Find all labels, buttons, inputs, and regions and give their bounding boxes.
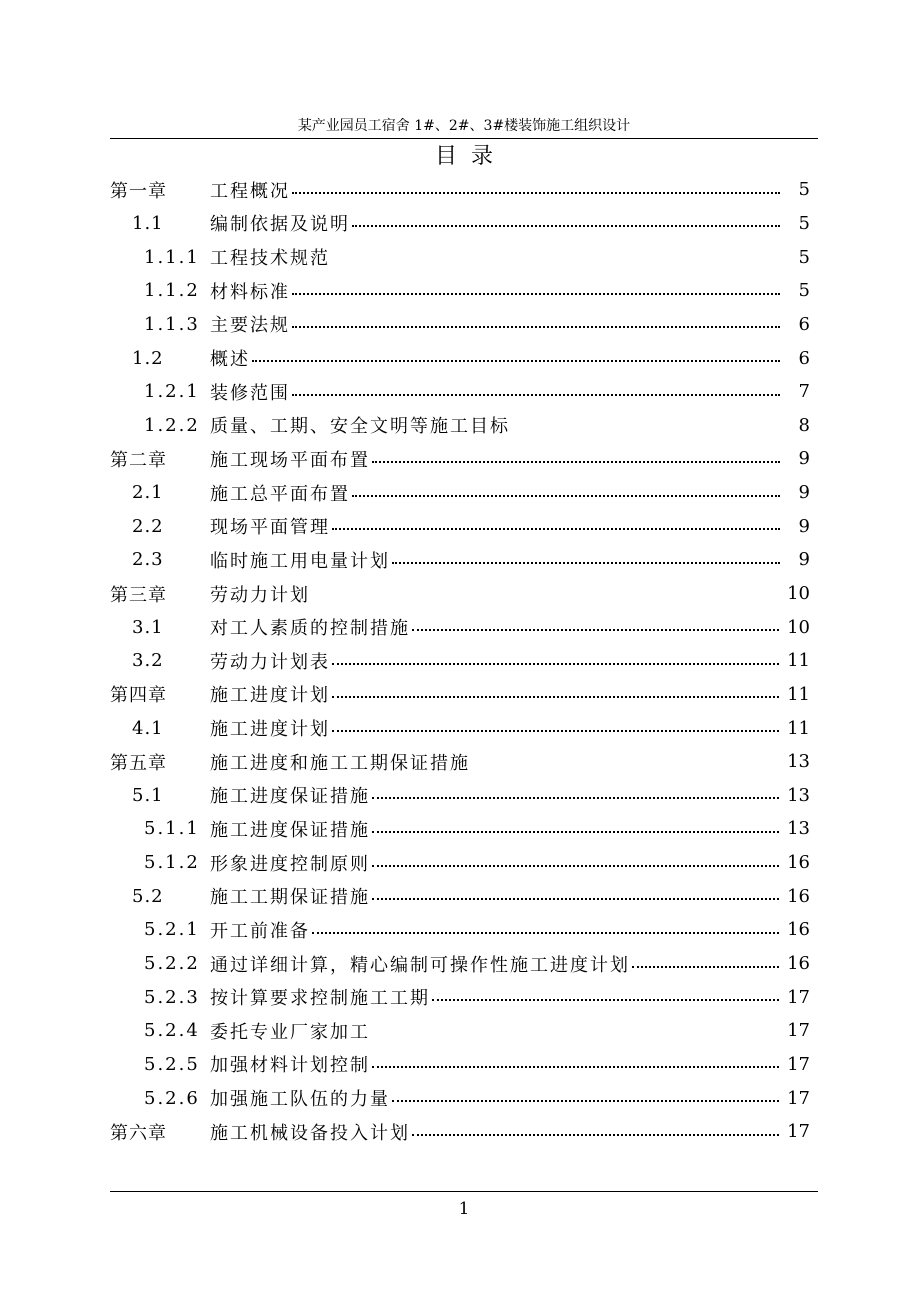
toc-entry-page: 16 bbox=[787, 852, 810, 874]
toc-entry-page: 9 bbox=[798, 549, 810, 571]
toc-entry-label: 施工工期保证措施 bbox=[210, 887, 370, 909]
toc-entry-page: 16 bbox=[787, 953, 810, 975]
toc-dot-leader bbox=[372, 1022, 779, 1040]
toc-entry-page: 17 bbox=[787, 986, 810, 1008]
toc-dot-leader bbox=[632, 955, 779, 973]
toc-entry-page: 9 bbox=[798, 448, 810, 470]
toc-entry-page: 9 bbox=[798, 515, 810, 537]
toc-dot-leader bbox=[412, 1123, 779, 1141]
toc-entry-number: 5.2.6 bbox=[144, 1087, 200, 1109]
toc-dot-leader bbox=[312, 921, 779, 939]
toc-entry-page: 5 bbox=[798, 280, 810, 302]
toc-entry-number: 5.2 bbox=[132, 885, 164, 907]
toc-dot-leader bbox=[512, 416, 780, 434]
toc-entry-number: 第五章 bbox=[110, 752, 167, 774]
footer-divider bbox=[110, 1191, 818, 1192]
toc-entry[interactable] bbox=[110, 678, 810, 712]
toc-dot-leader bbox=[292, 181, 780, 199]
toc-entry-number: 第一章 bbox=[110, 180, 167, 202]
table-of-contents bbox=[110, 173, 810, 1149]
toc-dot-leader bbox=[392, 551, 780, 569]
toc-entry[interactable] bbox=[110, 341, 810, 375]
toc-entry[interactable] bbox=[110, 1048, 810, 1082]
toc-entry-number: 第四章 bbox=[110, 685, 167, 707]
toc-entry[interactable] bbox=[110, 543, 810, 577]
toc-entry[interactable] bbox=[110, 1014, 810, 1048]
toc-entry-page: 17 bbox=[787, 1053, 810, 1075]
toc-entry-label: 开工前准备 bbox=[210, 920, 310, 942]
toc-entry[interactable] bbox=[110, 879, 810, 913]
toc-dot-leader bbox=[372, 820, 779, 838]
toc-entry-label: 委托专业厂家加工 bbox=[210, 1021, 370, 1043]
toc-entry-number: 4.1 bbox=[132, 717, 164, 739]
toc-entry-page: 6 bbox=[798, 313, 810, 335]
toc-dot-leader bbox=[412, 618, 779, 636]
toc-entry-page: 17 bbox=[787, 1020, 810, 1042]
toc-dot-leader bbox=[292, 383, 780, 401]
toc-dot-leader bbox=[392, 1089, 779, 1107]
toc-entry-page: 16 bbox=[787, 919, 810, 941]
toc-entry-page: 11 bbox=[787, 650, 810, 672]
toc-entry-number: 2.3 bbox=[132, 549, 164, 571]
toc-entry-page: 8 bbox=[798, 414, 810, 436]
toc-entry-label: 施工进度计划 bbox=[210, 719, 330, 741]
toc-entry-label: 劳动力计划表 bbox=[210, 651, 330, 673]
toc-dot-leader bbox=[432, 988, 779, 1006]
toc-entry[interactable] bbox=[110, 1081, 810, 1115]
toc-entry-number: 第六章 bbox=[110, 1122, 167, 1144]
toc-entry-label: 通过详细计算，精心编制可操作性施工进度计划 bbox=[210, 954, 630, 976]
toc-entry-page: 11 bbox=[787, 683, 810, 705]
toc-dot-leader bbox=[372, 786, 779, 804]
toc-entry-number: 5.2.2 bbox=[144, 953, 200, 975]
document-header-title: 某产业园员工宿舍 1#、2#、3#楼装饰施工组织设计 bbox=[297, 118, 631, 134]
toc-dot-leader bbox=[372, 854, 779, 872]
toc-dot-leader bbox=[472, 753, 779, 771]
toc-dot-leader bbox=[372, 887, 779, 905]
toc-entry[interactable] bbox=[110, 610, 810, 644]
toc-entry-label: 施工进度保证措施 bbox=[210, 786, 370, 808]
toc-entry-label: 加强施工队伍的力量 bbox=[210, 1089, 390, 1111]
toc-dot-leader bbox=[332, 517, 780, 535]
toc-entry[interactable] bbox=[110, 240, 810, 274]
toc-entry[interactable] bbox=[110, 745, 810, 779]
toc-entry-label: 主要法规 bbox=[210, 315, 290, 337]
toc-entry-label: 质量、工期、安全文明等施工目标 bbox=[210, 416, 510, 438]
toc-entry-number: 1.2 bbox=[132, 347, 164, 369]
toc-dot-leader bbox=[252, 349, 780, 367]
toc-entry-page: 6 bbox=[798, 347, 810, 369]
toc-entry[interactable] bbox=[110, 509, 810, 543]
toc-dot-leader bbox=[352, 214, 780, 232]
toc-entry[interactable] bbox=[110, 779, 810, 813]
toc-entry[interactable] bbox=[110, 711, 810, 745]
toc-entry-number: 5.1.1 bbox=[144, 818, 200, 840]
toc-entry-page: 11 bbox=[787, 717, 810, 739]
toc-entry-page: 13 bbox=[787, 784, 810, 806]
toc-dot-leader bbox=[292, 315, 780, 333]
toc-entry[interactable] bbox=[110, 846, 810, 880]
toc-entry-number: 1.2.2 bbox=[144, 414, 200, 436]
toc-dot-leader bbox=[352, 484, 780, 502]
toc-entry-number: 2.2 bbox=[132, 515, 164, 537]
toc-entry[interactable] bbox=[110, 476, 810, 510]
toc-entry-page: 13 bbox=[787, 818, 810, 840]
toc-entry-label: 装修范围 bbox=[210, 382, 290, 404]
toc-entry[interactable] bbox=[110, 308, 810, 342]
toc-entry-page: 13 bbox=[787, 751, 810, 773]
toc-entry[interactable] bbox=[110, 644, 810, 678]
toc-entry-number: 3.2 bbox=[132, 650, 164, 672]
toc-dot-leader bbox=[332, 248, 780, 266]
toc-entry[interactable] bbox=[110, 173, 810, 207]
toc-entry[interactable] bbox=[110, 408, 810, 442]
header-divider bbox=[110, 138, 818, 139]
toc-dot-leader bbox=[332, 685, 779, 703]
toc-entry-number: 5.2.5 bbox=[144, 1053, 200, 1075]
toc-dot-leader bbox=[292, 282, 780, 300]
toc-entry-label: 编制依据及说明 bbox=[210, 214, 350, 236]
toc-entry-label: 施工进度计划 bbox=[210, 685, 330, 707]
toc-entry-page: 16 bbox=[787, 885, 810, 907]
toc-entry-label: 工程概况 bbox=[210, 180, 290, 202]
toc-entry-number: 3.1 bbox=[132, 616, 164, 638]
toc-entry-label: 工程技术规范 bbox=[210, 248, 330, 270]
toc-entry[interactable] bbox=[110, 442, 810, 476]
toc-entry-page: 5 bbox=[798, 212, 810, 234]
toc-entry[interactable] bbox=[110, 1115, 810, 1149]
page-number: 1 bbox=[458, 1199, 470, 1219]
toc-entry-number: 1.2.1 bbox=[144, 381, 200, 403]
toc-entry-label: 按计算要求控制施工工期 bbox=[210, 988, 430, 1010]
toc-entry-page: 9 bbox=[798, 482, 810, 504]
toc-entry-number: 5.2.4 bbox=[144, 1020, 200, 1042]
toc-entry[interactable] bbox=[110, 980, 810, 1014]
toc-entry-number: 2.1 bbox=[132, 482, 164, 504]
toc-entry-number: 5.2.3 bbox=[144, 986, 200, 1008]
toc-dot-leader bbox=[372, 1055, 779, 1073]
toc-entry-label: 施工机械设备投入计划 bbox=[210, 1122, 410, 1144]
toc-entry-label: 施工进度保证措施 bbox=[210, 819, 370, 841]
toc-entry-label: 形象进度控制原则 bbox=[210, 853, 370, 875]
toc-entry[interactable] bbox=[110, 375, 810, 409]
toc-entry-label: 对工人素质的控制措施 bbox=[210, 618, 410, 640]
toc-entry[interactable] bbox=[110, 913, 810, 947]
toc-entry-label: 施工现场平面布置 bbox=[210, 449, 370, 471]
toc-entry[interactable] bbox=[110, 577, 810, 611]
toc-entry-label: 现场平面管理 bbox=[210, 517, 330, 539]
toc-entry-page: 7 bbox=[798, 381, 810, 403]
toc-entry-label: 临时施工用电量计划 bbox=[210, 550, 390, 572]
toc-entry-label: 施工总平面布置 bbox=[210, 483, 350, 505]
toc-entry-number: 1.1.2 bbox=[144, 280, 200, 302]
toc-entry-number: 第三章 bbox=[110, 584, 167, 606]
toc-entry-page: 17 bbox=[787, 1087, 810, 1109]
toc-entry-number: 第二章 bbox=[110, 449, 167, 471]
toc-entry-number: 5.1.2 bbox=[144, 852, 200, 874]
toc-entry[interactable] bbox=[110, 947, 810, 981]
toc-entry-page: 10 bbox=[787, 616, 810, 638]
toc-entry-number: 1.1.3 bbox=[144, 313, 200, 335]
toc-entry-label: 劳动力计划 bbox=[210, 584, 310, 606]
toc-entry-page: 5 bbox=[798, 246, 810, 268]
toc-dot-leader bbox=[332, 719, 779, 737]
toc-entry-number: 5.1 bbox=[132, 784, 164, 806]
toc-dot-leader bbox=[332, 652, 779, 670]
toc-dot-leader bbox=[312, 585, 779, 603]
toc-entry-page: 10 bbox=[787, 583, 810, 604]
toc-entry[interactable] bbox=[110, 207, 810, 241]
toc-entry-label: 材料标准 bbox=[210, 281, 290, 303]
toc-entry[interactable] bbox=[110, 274, 810, 308]
toc-entry-page: 5 bbox=[798, 179, 810, 201]
toc-entry-number: 1.1 bbox=[132, 212, 164, 234]
toc-dot-leader bbox=[372, 450, 780, 468]
toc-entry[interactable] bbox=[110, 812, 810, 846]
toc-entry-label: 施工进度和施工工期保证措施 bbox=[210, 752, 470, 774]
toc-entry-number: 1.1.1 bbox=[144, 246, 200, 268]
toc-entry-label: 加强材料计划控制 bbox=[210, 1055, 370, 1077]
toc-entry-label: 概述 bbox=[210, 349, 250, 371]
toc-entry-number: 5.2.1 bbox=[144, 919, 200, 941]
toc-entry-page: 17 bbox=[787, 1121, 810, 1143]
toc-title: 目录 bbox=[434, 144, 507, 169]
